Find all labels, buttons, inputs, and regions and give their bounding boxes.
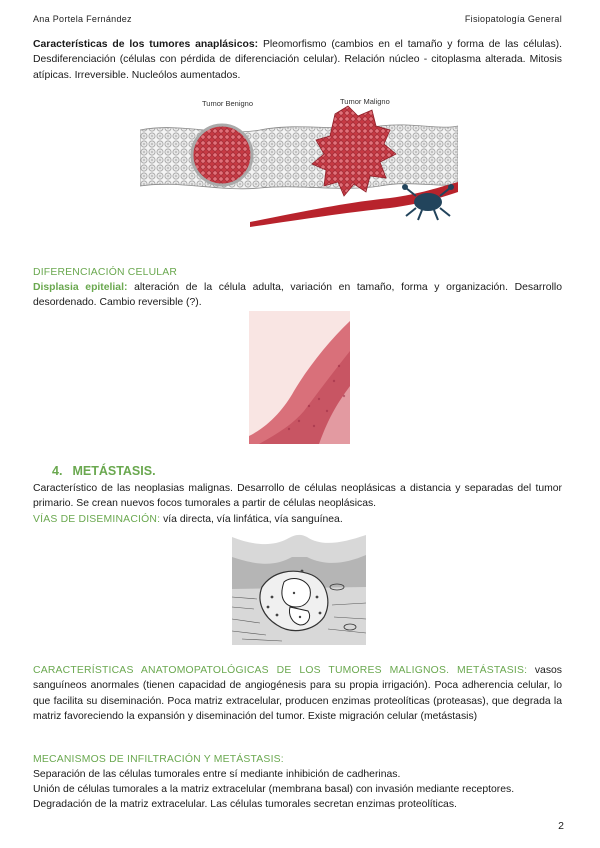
header-subject: Fisiopatología General [464, 14, 562, 24]
epithelium-band [140, 125, 458, 189]
dysplasia-term: Displasia epitelial: [33, 282, 128, 293]
anaplasic-text: Pleomorfismo (cambios en el tamaño y forma de las células). Desdiferenciación (células con pérdida de diferenciación celular). Relación núcleo - citoplasma alterada. Mitosis atípicas. Irreversible. Nucleólos aumentados. [33, 39, 563, 81]
differentiation-text: alteración de la célula adulta, variación en tamaño, forma y organización. Desarrollo desordenado. Cambio reversible (?). [33, 282, 562, 309]
anatomopathologic-paragraph [33, 663, 562, 724]
metastasis-paragraph: Característico de las neoplasias malignas. Desarrollo de células neoplásicas a distancia y separadas del tumor primario. Se crean nuevos focos tumorales a partir de células neoplásicas. [33, 483, 562, 510]
header-author: Ana Portela Fernández [33, 14, 132, 24]
routes-label: VÍAS DE DISEMINACIÓN: [33, 514, 161, 525]
metastasis-routes [33, 512, 562, 527]
epithelial-dysplasia-micrograph [249, 311, 350, 444]
mechanisms-line-2: Unión de células tumorales a la matriz extracelular (membrana basal) con invasión mediante receptores. [33, 784, 515, 795]
tumor-comparison-figure [140, 92, 458, 227]
metastasis-heading [52, 464, 156, 478]
metastasis-illustration [232, 527, 366, 645]
malignant-tumor-label: Tumor Maligno [340, 97, 390, 106]
anatomopathologic-heading: CARACTERÍSTICAS ANATOMOPATOLÓGICAS DE LOS TUMORES MALIGNOS. METÁSTASIS: [33, 665, 528, 676]
routes-text: vía directa, vía linfática, vía sanguínea. [160, 514, 343, 525]
mechanisms-heading: MECANISMOS DE INFILTRACIÓN Y METÁSTASIS: [33, 754, 284, 765]
benign-tumor-label: Tumor Benigno [202, 99, 253, 108]
differentiation-heading: DIFERENCIACIÓN CELULAR [33, 267, 178, 278]
anaplasic-paragraph [33, 37, 562, 83]
mechanisms-line-3: Degradación de la matriz extracelular. Las células tumorales secretan enzimas proteolíticas. [33, 799, 457, 810]
page-number: 2 [558, 820, 564, 832]
anaplasic-title: Características de los tumores anaplásicos: [33, 39, 259, 50]
metastasis-number: 4. [52, 464, 63, 478]
benign-tumor-mass [192, 125, 252, 185]
metastasis-title: METÁSTASIS. [72, 464, 156, 478]
anatomopathologic-text: vasos sanguíneos anormales (tienen capacidad de angiogénesis para su propia irrigación). Poca adherencia celular, lo que facilita su diseminación. Poca matriz extracelular, producen enzimas proteolíticas (proteasas), que degrada la matriz favoreciendo la expansión y diseminación del tumor. Existe migración celular (metástasis) [33, 665, 562, 722]
mechanisms-line-1: Separación de las células tumorales entre sí mediante inhibición de cadherinas. [33, 769, 401, 780]
differentiation-paragraph [33, 280, 562, 311]
